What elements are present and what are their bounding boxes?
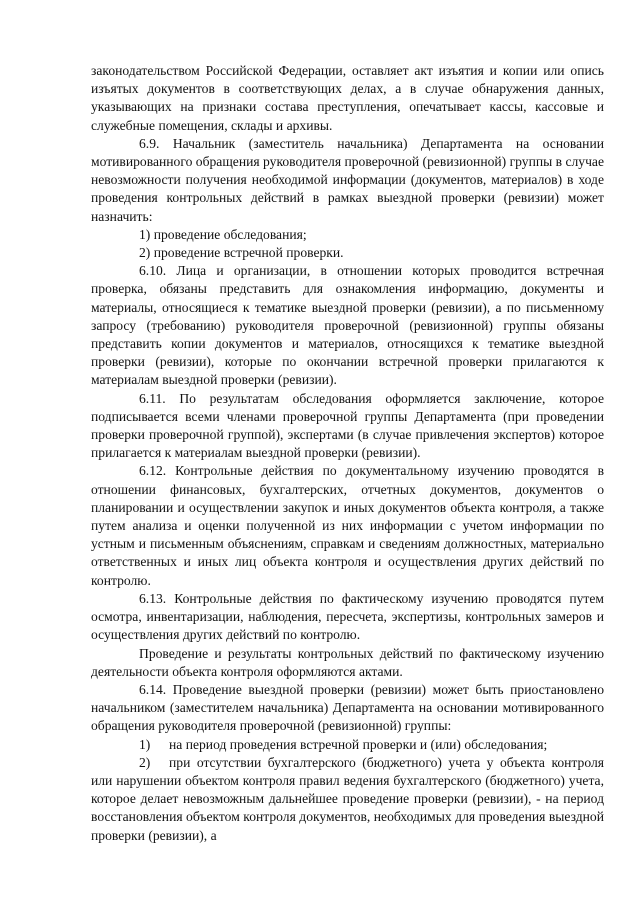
paragraph-6-10: 6.10. Лица и организации, в отношении которых проводится встречная проверка, обязаны представить для ознакомления информацию, документы и материалы, относящиеся к тематике выездной проверки (ревизии), а по письменному запросу (требованию) руководителя проверочной (ревизионной) группы обязаны представить копии документов и материалов, относящихся к тематике выездной проверки (ревизии), которые по окончании встречной проверки прилагаются к материалам выездной проверки (ревизии). <box>91 263 604 388</box>
item-text: при отсутствии бухгалтерского (бюджетного) учета у объекта контроля или нарушении объектом контроля правил ведения бухгалтерского (бюджетного) учета, которое делает невозможным дальнейшее проведение проверки (ревизии), - на период восстановления объектом контроля документов, необходимых для проведения выездной проверки (ревизии), а <box>91 754 604 843</box>
item-number: 2) <box>139 754 151 770</box>
numbered-item-2 <box>91 754 604 845</box>
paragraph-6-12: 6.12. Контрольные действия по документальному изучению проводятся в отношении финансовых, бухгалтерских, отчетных документов, документов о планировании и осуществлении закупок и иных документов объекта контроля, а также путем анализа и оценки полученной из них информации с учетом информации по устным и письменным объяснениям, справкам и сведениям должностных, материально ответственных и иных лиц объекта контроля и осуществления других действий по контролю. <box>91 463 604 588</box>
item-number: 1) <box>139 736 151 752</box>
item-text: на период проведения встречной проверки и (или) обследования; <box>169 736 548 752</box>
paragraph-continuation: законодательством Российской Федерации, оставляет акт изъятия и копии или опись изъятых документов в соответствующих делах, а в случае обнаружения данных, указывающих на признаки состава преступления, опечатывает кассы, кассовые и служебные помещения, склады и архивы. <box>91 63 604 133</box>
list-item-counter-check: 2) проведение встречной проверки. <box>139 245 344 261</box>
document-body <box>91 62 604 845</box>
paragraph-6-11: 6.11. По результатам обследования оформляется заключение, которое подписывается всеми членами проверочной группы Департамента (при проведении проверки проверочной группой), экспертами (в случае привлечения экспертов) которое прилагается к материалам выездной проверки (ревизии). <box>91 390 604 461</box>
paragraph-6-14: 6.14. Проведение выездной проверки (ревизии) может быть приостановлено начальником (заместителем начальника) Департамента на основании мотивированного обращения руководителя проверочной (ревизионной) группы: <box>91 681 604 734</box>
list-item-survey: 1) проведение обследования; <box>139 226 307 242</box>
paragraph-acts: Проведение и результаты контрольных действий по фактическому изучению деятельности объекта контроля оформляются актами. <box>91 645 604 679</box>
numbered-item-1 <box>91 736 604 754</box>
paragraph-6-13: 6.13. Контрольные действия по фактическому изучению проводятся путем осмотра, инвентаризации, наблюдения, пересчета, экспертизы, контрольных замеров и осуществления других действий по контролю. <box>91 590 604 643</box>
paragraph-6-9: 6.9. Начальник (заместитель начальника) Департамента на основании мотивированного обращения руководителя проверочной (ревизионной) группы в случае невозможности получения необходимой информации (документов, материалов) в ходе проведения контрольных действий в рамках выездной проверки (ревизии) может назначить: <box>91 135 604 224</box>
